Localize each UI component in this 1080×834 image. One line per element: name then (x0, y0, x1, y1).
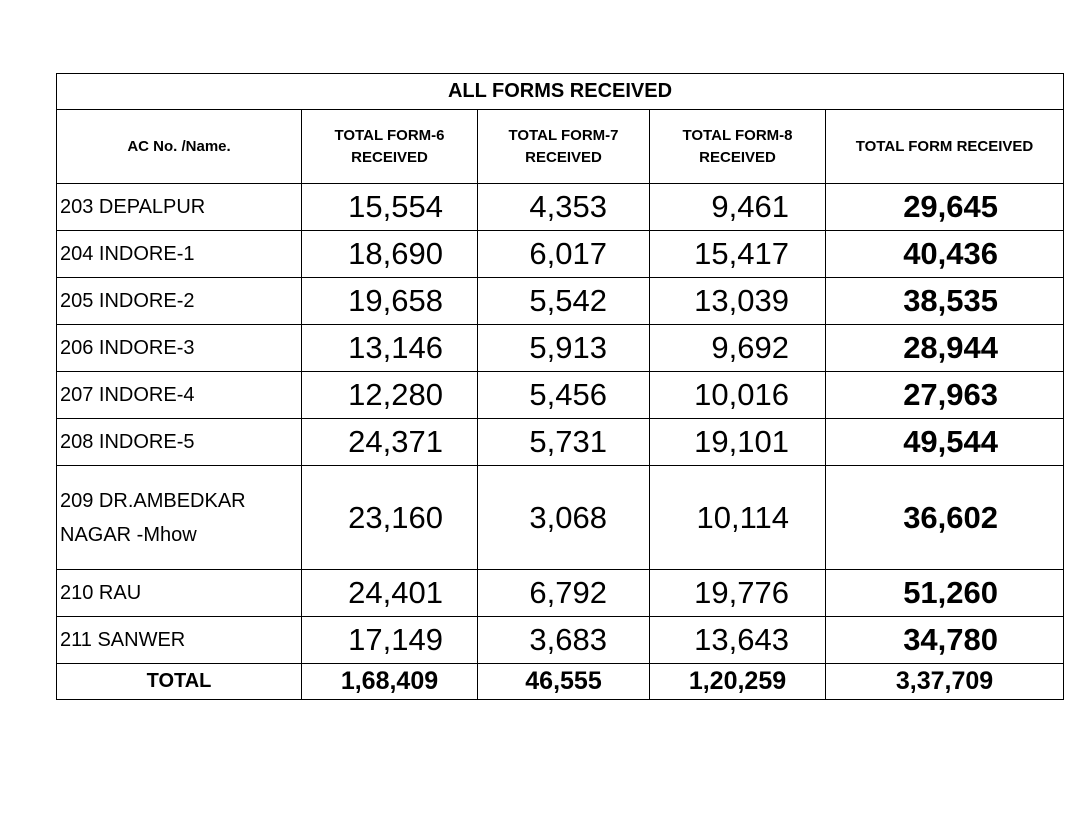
table-row (57, 325, 1064, 372)
row-form6: 13,146 (302, 325, 478, 372)
row-name-line2: NAGAR -Mhow (60, 523, 197, 546)
row-form6: 18,690 (302, 231, 478, 278)
table-title-row (57, 74, 1064, 110)
row-form8: 13,643 (650, 617, 826, 664)
row-total: 49,544 (826, 419, 1064, 466)
row-form7: 3,068 (478, 466, 650, 570)
header-total: TOTAL FORM RECEIVED (826, 110, 1064, 184)
row-name: 206 INDORE-3 (57, 325, 302, 372)
row-name: 210 RAU (57, 570, 302, 617)
row-name (57, 466, 302, 570)
row-form7: 5,913 (478, 325, 650, 372)
table-row (57, 184, 1064, 231)
row-form6: 15,554 (302, 184, 478, 231)
table-total-row (57, 664, 1064, 700)
row-form7: 6,792 (478, 570, 650, 617)
table-row (57, 570, 1064, 617)
row-form7: 5,542 (478, 278, 650, 325)
table-title: ALL FORMS RECEIVED (57, 74, 1064, 110)
table-row (57, 466, 1064, 570)
row-form8: 10,016 (650, 372, 826, 419)
row-form8: 13,039 (650, 278, 826, 325)
row-name-line1: 209 DR.AMBEDKAR (60, 489, 246, 512)
row-form6: 24,371 (302, 419, 478, 466)
table-row (57, 372, 1064, 419)
row-form7: 5,731 (478, 419, 650, 466)
row-form6: 17,149 (302, 617, 478, 664)
forms-table-container (56, 73, 1063, 700)
row-name: 211 SANWER (57, 617, 302, 664)
forms-received-table (56, 73, 1064, 700)
row-form6: 23,160 (302, 466, 478, 570)
row-form8: 9,692 (650, 325, 826, 372)
row-name: 208 INDORE-5 (57, 419, 302, 466)
header-form6-label: TOTAL FORM-6 RECEIVED (334, 126, 445, 166)
row-form6: 12,280 (302, 372, 478, 419)
row-form8: 9,461 (650, 184, 826, 231)
row-form7: 4,353 (478, 184, 650, 231)
row-form7: 6,017 (478, 231, 650, 278)
row-total: 29,645 (826, 184, 1064, 231)
row-name: 207 INDORE-4 (57, 372, 302, 419)
header-form7-label: TOTAL FORM-7 RECEIVED (508, 126, 619, 166)
table-row (57, 231, 1064, 278)
row-form7: 5,456 (478, 372, 650, 419)
row-total: 34,780 (826, 617, 1064, 664)
row-total: 27,963 (826, 372, 1064, 419)
total-form6: 1,68,409 (302, 664, 478, 700)
table-row (57, 419, 1064, 466)
header-form8 (650, 110, 826, 184)
row-name: 203 DEPALPUR (57, 184, 302, 231)
total-label: TOTAL (57, 664, 302, 700)
header-form7 (478, 110, 650, 184)
header-form6 (302, 110, 478, 184)
row-form6: 19,658 (302, 278, 478, 325)
total-form8: 1,20,259 (650, 664, 826, 700)
table-row (57, 617, 1064, 664)
row-form7: 3,683 (478, 617, 650, 664)
total-form7: 46,555 (478, 664, 650, 700)
header-form8-label: TOTAL FORM-8 RECEIVED (682, 126, 793, 166)
row-form8: 10,114 (650, 466, 826, 570)
row-total: 51,260 (826, 570, 1064, 617)
row-form6: 24,401 (302, 570, 478, 617)
row-total: 38,535 (826, 278, 1064, 325)
row-form8: 19,776 (650, 570, 826, 617)
row-name: 204 INDORE-1 (57, 231, 302, 278)
header-ac-name: AC No. /Name. (57, 110, 302, 184)
row-total: 40,436 (826, 231, 1064, 278)
total-all: 3,37,709 (826, 664, 1064, 700)
table-row (57, 278, 1064, 325)
table-header-row (57, 110, 1064, 184)
row-name: 205 INDORE-2 (57, 278, 302, 325)
row-form8: 15,417 (650, 231, 826, 278)
row-total: 36,602 (826, 466, 1064, 570)
row-total: 28,944 (826, 325, 1064, 372)
row-form8: 19,101 (650, 419, 826, 466)
